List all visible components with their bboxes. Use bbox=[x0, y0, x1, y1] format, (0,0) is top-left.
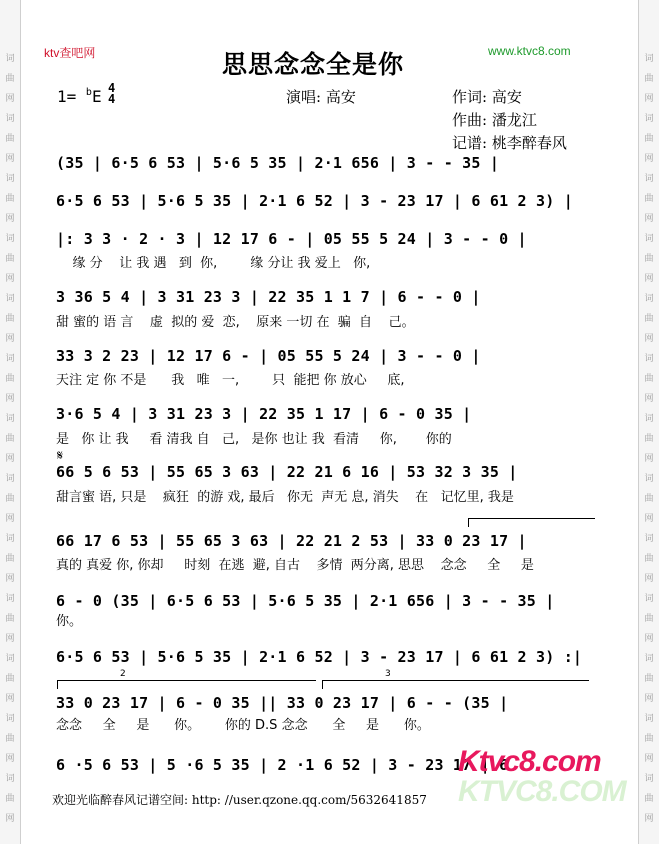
key-signature: 1= $^b$E bbox=[57, 87, 102, 106]
site-url-right: www.ktvc8.com bbox=[488, 44, 571, 58]
lyric-line-6: 是 你 让 我 看 清我 自 己, 是你 也让 我 看清 你, 你的 bbox=[56, 432, 452, 447]
side-watermark-char: 词 bbox=[644, 534, 654, 544]
side-watermark-char: 词 bbox=[5, 54, 15, 64]
side-watermark-char: 词 bbox=[5, 714, 15, 724]
side-watermark-char: 词 bbox=[644, 714, 654, 724]
side-watermark-char: 词 bbox=[5, 234, 15, 244]
score-line-7: 66 5 6 53 | 55 65 3 63 | 22 21 6 16 | 53 32 3 35 | bbox=[56, 463, 518, 481]
side-watermark-char: 曲 bbox=[5, 434, 15, 444]
left-margin-strip bbox=[0, 0, 21, 844]
side-watermark-char: 网 bbox=[644, 454, 654, 464]
score-line-6: 3·6 5 4 | 3 31 23 3 | 22 35 1 17 | 6 - 0 35 | bbox=[56, 405, 472, 423]
side-watermark-char: 网 bbox=[644, 514, 654, 524]
side-watermark-char: 曲 bbox=[5, 134, 15, 144]
side-watermark-char: 词 bbox=[5, 354, 15, 364]
side-watermark-char: 词 bbox=[644, 594, 654, 604]
side-watermark-char: 词 bbox=[5, 474, 15, 484]
side-watermark-char: 网 bbox=[644, 274, 654, 284]
side-watermark-char: 词 bbox=[644, 174, 654, 184]
side-watermark-char: 网 bbox=[5, 694, 15, 704]
side-watermark-char: 网 bbox=[644, 394, 654, 404]
side-watermark-char: 词 bbox=[5, 594, 15, 604]
side-watermark-char: 词 bbox=[5, 414, 15, 424]
side-watermark-char: 词 bbox=[644, 294, 654, 304]
score-line-2: 6·5 6 53 | 5·6 5 35 | 2·1 6 52 | 3 - 23 17 | 6 61 2 3) | bbox=[56, 192, 573, 210]
brand-logo bbox=[456, 745, 626, 808]
side-watermark-char: 网 bbox=[644, 814, 654, 824]
song-title: 思思念念全是你 bbox=[222, 50, 405, 79]
side-watermark-char: 曲 bbox=[644, 674, 654, 684]
side-watermark-char: 网 bbox=[5, 454, 15, 464]
transcriber-credit: 记谱: 桃李醉春风 bbox=[452, 134, 567, 152]
lyric-line-8: 真的 真爱 你, 你却 时刻 在逃 避, 自古 多情 两分离, 思思 念念 全 是 bbox=[56, 558, 534, 573]
side-watermark-char: 曲 bbox=[644, 194, 654, 204]
side-watermark-char: 曲 bbox=[5, 194, 15, 204]
side-watermark-char: 网 bbox=[644, 154, 654, 164]
side-watermark-char: 网 bbox=[5, 514, 15, 524]
score-line-3: |: 3 3 · 2 · 3 | 12 17 6 - | 05 55 5 24 | 3 - - 0 | bbox=[56, 230, 527, 248]
score-line-8: 66 17 6 53 | 55 65 3 63 | 22 21 2 53 | 33 0 23 17 | bbox=[56, 532, 527, 550]
side-watermark-char: 曲 bbox=[5, 494, 15, 504]
volta-2-bracket: 2 bbox=[57, 680, 316, 689]
side-watermark-char: 曲 bbox=[5, 314, 15, 324]
side-watermark-char: 词 bbox=[644, 54, 654, 64]
footer-note: 欢迎光临醉春风记谱空间: http: //user.qzone.qq.com/5632641857 bbox=[52, 793, 427, 807]
site-name-left: ktv查吧网 bbox=[44, 46, 96, 60]
brand-logo-text: Ktvc8.com bbox=[458, 745, 601, 778]
side-watermark-char: 曲 bbox=[644, 374, 654, 384]
lyric-line-11: 念念 全 是 你。 你的 D.S 念念 全 是 你。 bbox=[56, 718, 430, 733]
side-watermark-char: 词 bbox=[5, 534, 15, 544]
side-watermark-char: 曲 bbox=[644, 434, 654, 444]
time-signature: 4 4 bbox=[108, 81, 116, 106]
side-watermark-char: 网 bbox=[644, 574, 654, 584]
side-watermark-char: 曲 bbox=[644, 254, 654, 264]
side-watermark-char: 曲 bbox=[644, 494, 654, 504]
side-watermark-char: 网 bbox=[5, 814, 15, 824]
side-watermark-char: 词 bbox=[5, 294, 15, 304]
side-watermark-char: 曲 bbox=[5, 554, 15, 564]
side-watermark-char: 曲 bbox=[644, 734, 654, 744]
segno-sign: 𝄋 bbox=[57, 448, 64, 464]
side-watermark-char: 网 bbox=[5, 334, 15, 344]
side-watermark-char: 网 bbox=[5, 394, 15, 404]
side-watermark-char: 曲 bbox=[644, 614, 654, 624]
singer-credit: 演唱: 高安 bbox=[286, 88, 356, 106]
side-watermark-char: 网 bbox=[644, 754, 654, 764]
side-watermark-char: 网 bbox=[644, 214, 654, 224]
side-watermark-char: 曲 bbox=[5, 674, 15, 684]
side-watermark-char: 曲 bbox=[5, 614, 15, 624]
lyric-line-5: 天注 定 你 不是 我 唯 一, 只 能把 你 放心 底, bbox=[56, 373, 405, 388]
side-watermark-char: 词 bbox=[644, 474, 654, 484]
lyricist-credit: 作词: 高安 bbox=[452, 88, 522, 106]
composer-credit: 作曲: 潘龙江 bbox=[452, 111, 537, 129]
score-line-4: 3 36 5 4 | 3 31 23 3 | 22 35 1 1 7 | 6 - - 0 | bbox=[56, 288, 481, 306]
side-watermark-char: 网 bbox=[644, 634, 654, 644]
score-line-9: 6 - 0 (35 | 6·5 6 53 | 5·6 5 35 | 2·1 656 | 3 - - 35 | bbox=[56, 592, 555, 610]
side-watermark-char: 词 bbox=[644, 774, 654, 784]
side-watermark-char: 曲 bbox=[644, 314, 654, 324]
side-watermark-char: 曲 bbox=[5, 374, 15, 384]
side-watermark-char: 曲 bbox=[644, 134, 654, 144]
side-watermark-char: 网 bbox=[644, 334, 654, 344]
brand-logo-shadow: KTVC8.COM bbox=[458, 775, 626, 808]
score-line-1: (35 | 6·5 6 53 | 5·6 5 35 | 2·1 656 | 3 - - 35 | bbox=[56, 154, 500, 172]
side-watermark-char: 曲 bbox=[5, 794, 15, 804]
side-watermark-char: 词 bbox=[5, 114, 15, 124]
side-watermark-char: 网 bbox=[5, 274, 15, 284]
side-watermark-char: 词 bbox=[644, 414, 654, 424]
score-line-12: 6 ·5 6 53 | 5 ·6 5 35 | 2 ·1 6 52 | 3 - 23 17 | 6 bbox=[56, 756, 509, 774]
side-watermark-char: 曲 bbox=[5, 254, 15, 264]
lyric-line-4: 甜 蜜的 语 言 虚 拟的 爱 恋, 原来 一切 在 骗 自 己。 bbox=[56, 315, 415, 330]
side-watermark-char: 网 bbox=[5, 634, 15, 644]
side-watermark-char: 曲 bbox=[5, 734, 15, 744]
side-watermark-char: 网 bbox=[5, 214, 15, 224]
side-watermark-char: 网 bbox=[5, 154, 15, 164]
side-watermark-char: 网 bbox=[5, 94, 15, 104]
side-watermark-char: 曲 bbox=[644, 794, 654, 804]
side-watermark-char: 词 bbox=[644, 654, 654, 664]
lyric-line-9: 你。 bbox=[56, 614, 83, 629]
side-watermark-char: 词 bbox=[644, 114, 654, 124]
score-line-5: 33 3 2 23 | 12 17 6 - | 05 55 5 24 | 3 - - 0 | bbox=[56, 347, 481, 365]
side-watermark-char: 词 bbox=[644, 354, 654, 364]
side-watermark-char: 网 bbox=[5, 574, 15, 584]
side-watermark-char: 词 bbox=[5, 174, 15, 184]
score-line-10: 6·5 6 53 | 5·6 5 35 | 2·1 6 52 | 3 - 23 17 | 6 61 2 3) :| bbox=[56, 648, 583, 666]
side-watermark-char: 词 bbox=[644, 234, 654, 244]
side-watermark-char: 曲 bbox=[644, 554, 654, 564]
side-watermark-char: 曲 bbox=[644, 74, 654, 84]
side-watermark-char: 网 bbox=[644, 94, 654, 104]
tie-bracket bbox=[468, 518, 595, 527]
side-watermark-char: 网 bbox=[644, 694, 654, 704]
lyric-line-7: 甜言蜜 语, 只是 疯狂 的游 戏, 最后 你无 声无 息, 消失 在 记忆里, 我是 bbox=[56, 490, 514, 505]
score-line-11: 33 0 23 17 | 6 - 0 35 || 33 0 23 17 | 6 - - (35 | bbox=[56, 694, 509, 712]
side-watermark-char: 词 bbox=[5, 654, 15, 664]
lyric-line-3: 缘 分 让 我 遇 到 你, 缘 分让 我 爱上 你, bbox=[56, 256, 371, 271]
side-watermark-char: 曲 bbox=[5, 74, 15, 84]
side-watermark-char: 词 bbox=[5, 774, 15, 784]
right-margin-strip bbox=[638, 0, 659, 844]
side-watermark-char: 网 bbox=[5, 754, 15, 764]
volta-3-bracket: 3 bbox=[322, 680, 589, 689]
